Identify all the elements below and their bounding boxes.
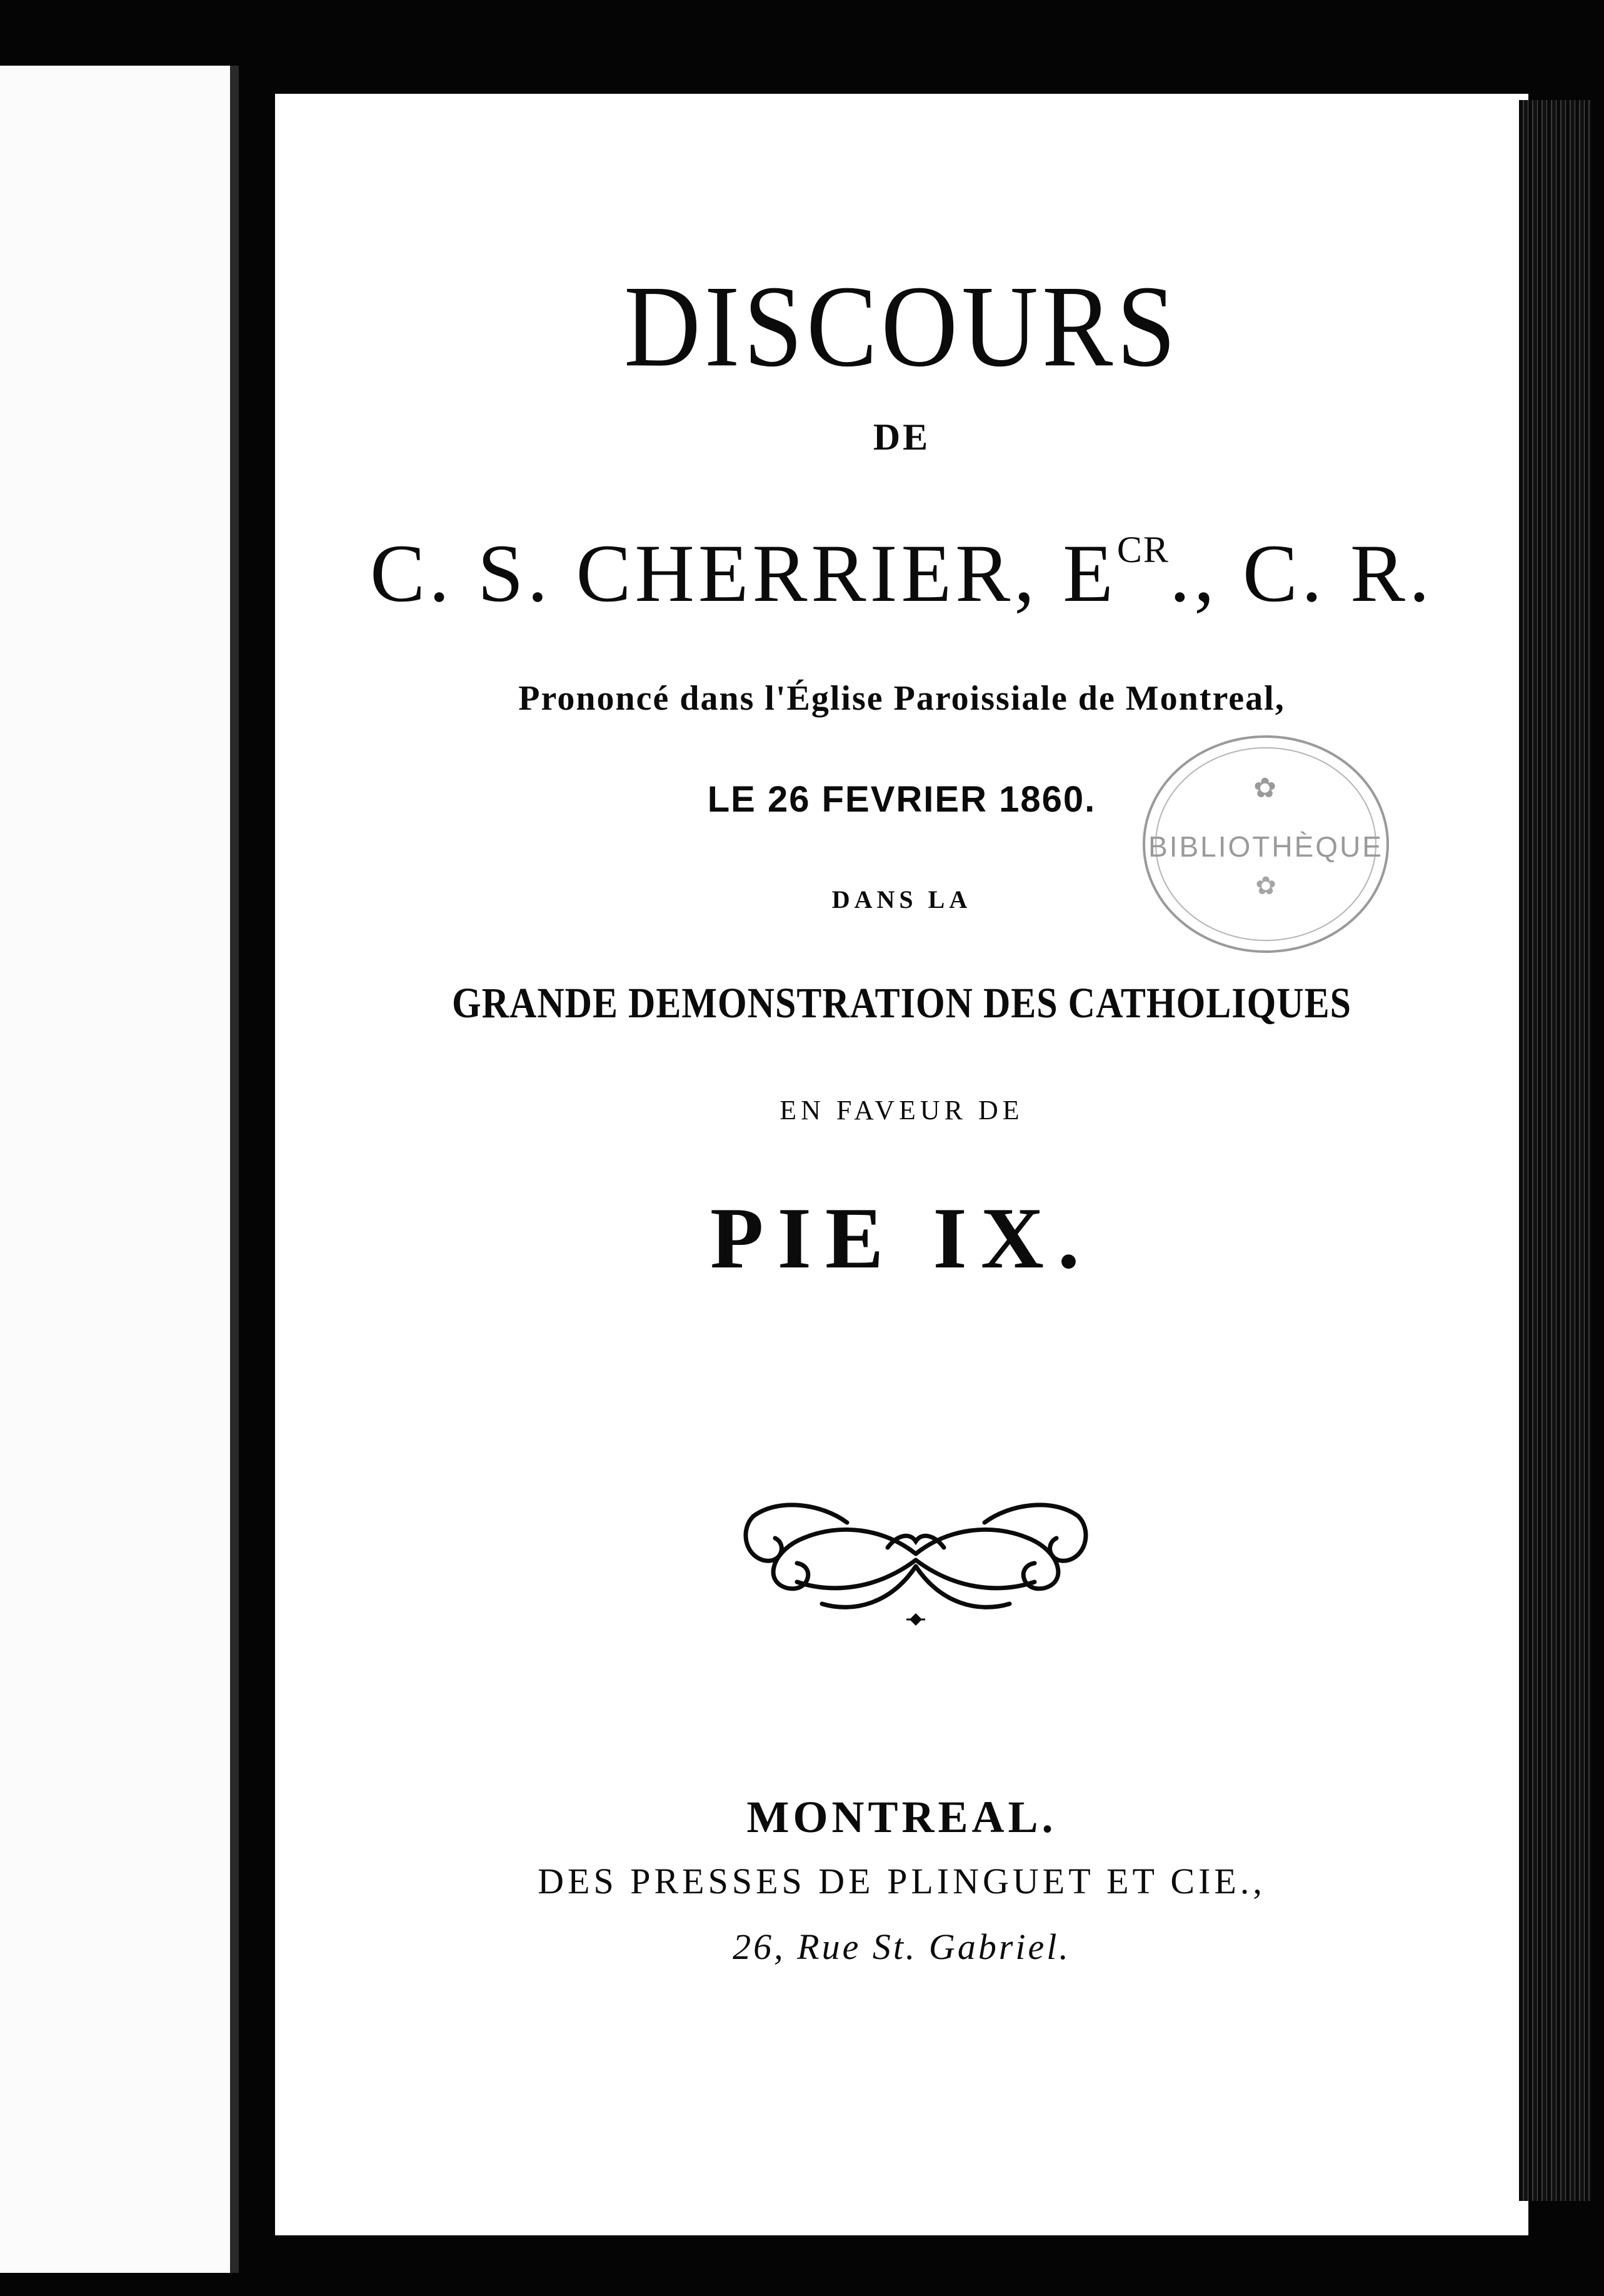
en-faveur-line: EN FAVEUR DE [779,1095,1024,1125]
author-name: C. S. CHERRIER, E [370,527,1117,619]
de-line: DE [873,416,931,458]
pope-name: PIE IX. [710,1190,1093,1287]
pronounced-line: Prononcé dans l'Église Paroissiale de Montreal, [518,679,1285,718]
author-suffix: ., C. R. [1169,527,1433,619]
book-fore-edge [1519,100,1591,2201]
date-line: LE 26 FEVRIER 1860. [707,779,1096,820]
library-stamp [1138,728,1394,960]
page-title: DISCOURS [624,261,1180,391]
svg-text:✿: ✿ [1255,872,1276,900]
author-superscript: CR [1116,529,1170,570]
svg-text:✿: ✿ [1253,773,1278,803]
address-line: 26, Rue St. Gabriel. [733,1926,1071,1967]
imprint-city: MONTREAL. [746,1792,1057,1842]
author-line [275,525,1528,621]
printer-line: DES PRESSES DE PLINGUET ET CIE., [538,1861,1266,1901]
title-page [275,94,1528,2235]
facing-page-edge [230,66,239,2273]
demonstration-line: GRANDE DEMONSTRATION DES CATHOLIQUES [452,979,1351,1027]
dans-la-line: DANS LA [831,885,972,914]
facing-page [0,66,230,2273]
ornament-flourish [728,1479,1103,1629]
svg-text:BIBLIOTHÈQUE: BIBLIOTHÈQUE [1148,830,1383,863]
